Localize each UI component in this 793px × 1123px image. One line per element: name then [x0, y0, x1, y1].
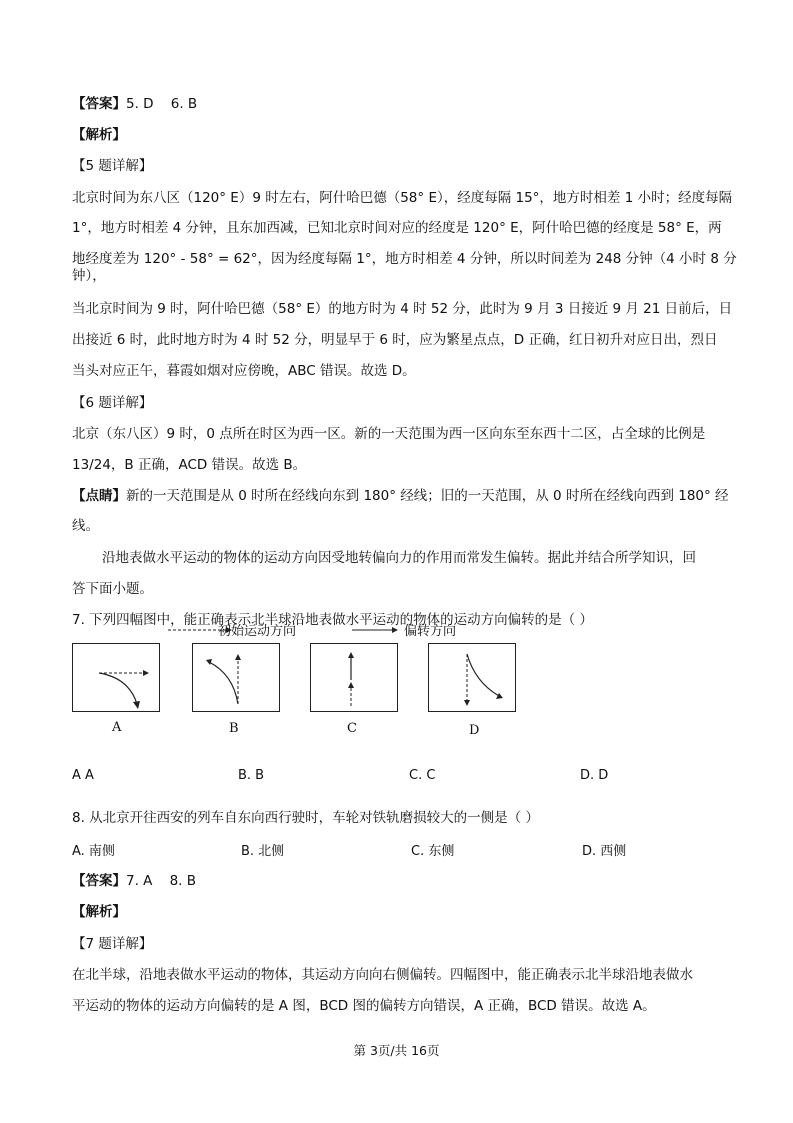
answer-line-7-8 — [72, 871, 196, 891]
q6-title: 【6 题详解】 — [72, 395, 153, 411]
q8-option-d: D. 西侧 — [582, 844, 627, 859]
analysis-tag: 【解析】 — [72, 127, 126, 143]
diagram-b — [192, 643, 280, 712]
intro-line: 答下面小题。 — [72, 581, 153, 597]
answer-tag: 【答案】 — [72, 873, 126, 889]
q8-stem: 8. 从北京开往西安的列车自东向西行驶时，车轮对铁轨磨损较大的一侧是（ ） — [72, 810, 539, 826]
q7-title: 【7 题详解】 — [72, 936, 153, 952]
legend-deflect-label: 偏转方向 — [404, 624, 457, 639]
page-footer: 第 3页/共 16页 — [353, 1043, 440, 1058]
q8-option-a: A. 南侧 — [72, 844, 115, 859]
tip-line-2: 线。 — [72, 518, 99, 534]
diagram-caption-a: A — [112, 720, 122, 735]
diagram-caption-b: B — [229, 721, 239, 736]
diagram-a — [72, 643, 160, 712]
q8-option-b: B. 北侧 — [241, 844, 285, 859]
diagram-d — [428, 643, 516, 712]
q5-line: 当北京时间为 9 时，阿什哈巴德（58° E）的地方时为 4 时 52 分，此时为 9 月 3 日接近 9 月 21 日前后，日 — [72, 301, 733, 317]
q5-line: 1°，地方时相差 4 分钟，且东加西减，已知北京时间对应的经度是 120° E，阿什哈巴德的经度是 58° E，两 — [72, 220, 722, 236]
q5-line: 地经度差为 120° - 58° = 62°，因为经度每隔 1°，地方时相差 4 分钟，所以时间差为 248 分钟（4 小时 8 分 — [72, 251, 737, 267]
legend-deflect-arrow — [350, 624, 400, 636]
q5-line: 钟）， — [72, 268, 106, 284]
q7-line: 平运动的物体的运动方向偏转的是 A 图，BCD 图的偏转方向错误，A 正确，BCD 错误。故选 A。 — [72, 998, 656, 1014]
q6-line: 北京（东八区）9 时，0 点所在时区为西一区。新的一天范围为西一区向东至东西十二区，占全球的比例是 — [72, 426, 706, 442]
analysis-tag: 【解析】 — [72, 904, 126, 920]
tip-line — [72, 486, 729, 506]
q7-line: 在北半球，沿地表做水平运动的物体，其运动方向向右侧偏转。四幅图中，能正确表示北半球沿地表做水 — [72, 967, 693, 983]
q7-stem: 7. 下列四幅图中，能正确表示北半球沿地表做水平运动的物体的运动方向偏转的是（ ） — [72, 612, 593, 628]
q7-option-d: D. D — [580, 768, 609, 783]
q7-option-c: C. C — [409, 768, 436, 783]
q6-line: 13/24，B 正确，ACD 错误。故选 B。 — [72, 457, 307, 473]
q5-line: 出接近 6 时，此时地方时为 4 时 52 分，明显早于 6 时，应为繁星点点，D 正确，红日初升对应日出，烈日 — [72, 332, 718, 348]
answer-text: 7. A 8. B — [126, 873, 197, 889]
diagram-caption-d: D — [469, 723, 480, 738]
q5-line: 北京时间为东八区（120° E）9 时左右，阿什哈巴德（58° E），经度每隔 15°，地方时相差 1 小时；经度每隔 — [72, 190, 733, 206]
diagram-c — [310, 643, 398, 712]
q5-title: 【5 题详解】 — [72, 158, 153, 174]
tip-text: 新的一天范围是从 0 时所在经线向东到 180° 经线；旧的一天范围，从 0 时所在经线向西到 180° 经 — [126, 488, 729, 504]
q7-option-b: B. B — [238, 768, 265, 783]
q8-option-c: C. 东侧 — [411, 844, 455, 859]
answer-line-5-6 — [72, 94, 197, 114]
q5-line: 当头对应正午，暮霞如烟对应傍晚，ABC 错误。故选 D。 — [72, 363, 416, 379]
intro-line: 沿地表做水平运动的物体的运动方向因受地转偏向力的作用而常发生偏转。据此并结合所学知识，回 — [102, 550, 696, 566]
tip-tag: 【点睛】 — [72, 488, 126, 504]
diagram-caption-c: C — [347, 721, 357, 736]
answer-tag: 【答案】 — [72, 96, 126, 112]
answer-text: 5. D 6. B — [126, 96, 198, 112]
legend-initial-label: 初始运动方向 — [218, 624, 297, 639]
q7-option-a: A A — [72, 768, 94, 783]
